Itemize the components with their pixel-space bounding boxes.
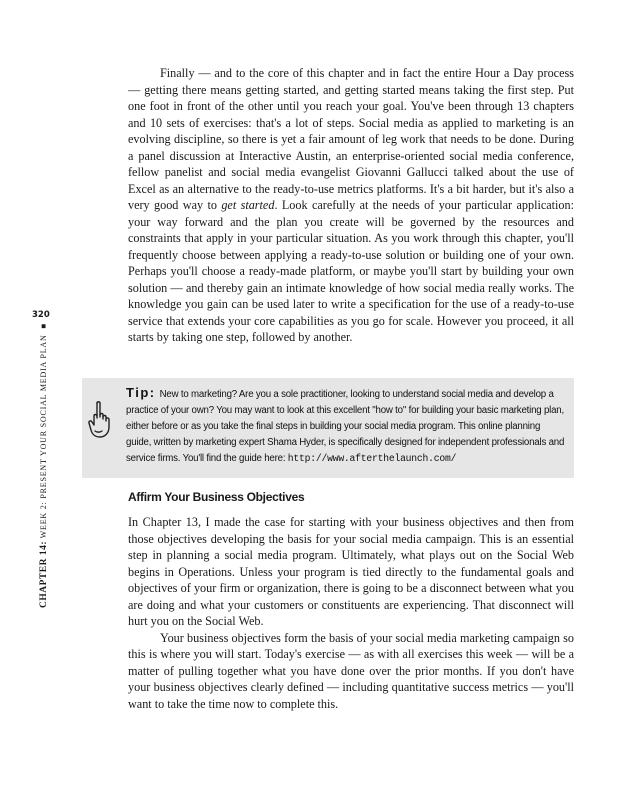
intro-paragraph — [128, 65, 574, 346]
section-paragraph-1: In Chapter 13, I made the case for starting with your business objectives and then from those objectives developing the basis for your social media campaign. This is an essential step in planning a social media program. Ultimately, what plays out on the Social Web begins in Operations. Unless your program is tied directly to the fundamental goals and objectives of your firm or organization, there is going to be a disconnect between what you are doing and what your customers or constituents are experiencing. That disconnect will hurt you on the Social Web. — [128, 515, 574, 628]
tip-box — [82, 378, 574, 478]
running-head — [39, 323, 49, 608]
section-body — [128, 514, 574, 712]
tip-text — [126, 385, 566, 467]
tip-body: New to marketing? Are you a sole practitioner, looking to understand social media and develop a practice of your own? You may want to look at this excellent "how to" for building your basic marketing plan, either before or as you take the final steps in building your social media program. This online planning guide, written by marketing expert Shama Hyder, is specifically designed for independent professionals and service firms. You'll find the guide here: — [126, 389, 565, 464]
section-paragraph-2: Your business objectives form the basis of your social media marketing campaign so this is where you will start. Today's exercise — as with all exercises this week — will be a matter of pulling together what you have done over the prior months. If you don't have your business objectives clearly defined — including quantitative success metrics — you'll want to take the time now to complete this. — [128, 630, 574, 711]
intro-emphasis: get started — [221, 198, 275, 212]
intro-section — [128, 65, 574, 346]
running-head-title: WEEK 2: PRESENT YOUR SOCIAL MEDIA PLAN — [39, 334, 48, 539]
page-number: 320 — [32, 310, 50, 320]
section-heading: Affirm Your Business Objectives — [128, 490, 305, 504]
pointing-hand-icon — [86, 400, 114, 445]
tip-label: Tip: — [126, 385, 156, 400]
intro-text-end: . Look carefully at the needs of your particular application: your way forward and the plan you create will be governed by the resources and constraints that apply in your particular situation. As you work through this chapter, you'll frequently choose between applying a ready-to-use solution or building one of your own. Perhaps you'll choose a ready-made platform, or maybe you'll start by building your own solution — and thereby gain an intimate knowledge of how social media really works. The knowledge you gain can be used later to write a specification for the use of a ready-to-use service that extends your core capabilities as you go for scale. However you proceed, it all starts by taking one step, followed by another. — [128, 198, 575, 344]
running-head-chapter: CHAPTER 14: — [39, 541, 49, 608]
tip-url-link[interactable]: http://www.afterthelaunch.com/ — [287, 453, 457, 464]
intro-text-start: Finally — and to the core of this chapter and in fact the entire Hour a Day process — getting there means getting started, and getting started means taking the first step. Put one foot in front of the other until you reach your goal. You've been through 13 chapters and 10 sets of exercises: that's a lot of steps. Social media as applied to marketing is an evolving discipline, so there is yet a fair amount of leg work that needs to be done. During a panel discussion at Interactive Austin, an enterprise-oriented social media conference, fellow panelist and social media evangelist Giovanni Gallucci talked about the use of Excel as an alternative to the ready-to-use metrics platforms. It's a bit harder, but it's also a very good way to — [128, 66, 574, 212]
running-head-marker: ■ — [39, 323, 48, 329]
